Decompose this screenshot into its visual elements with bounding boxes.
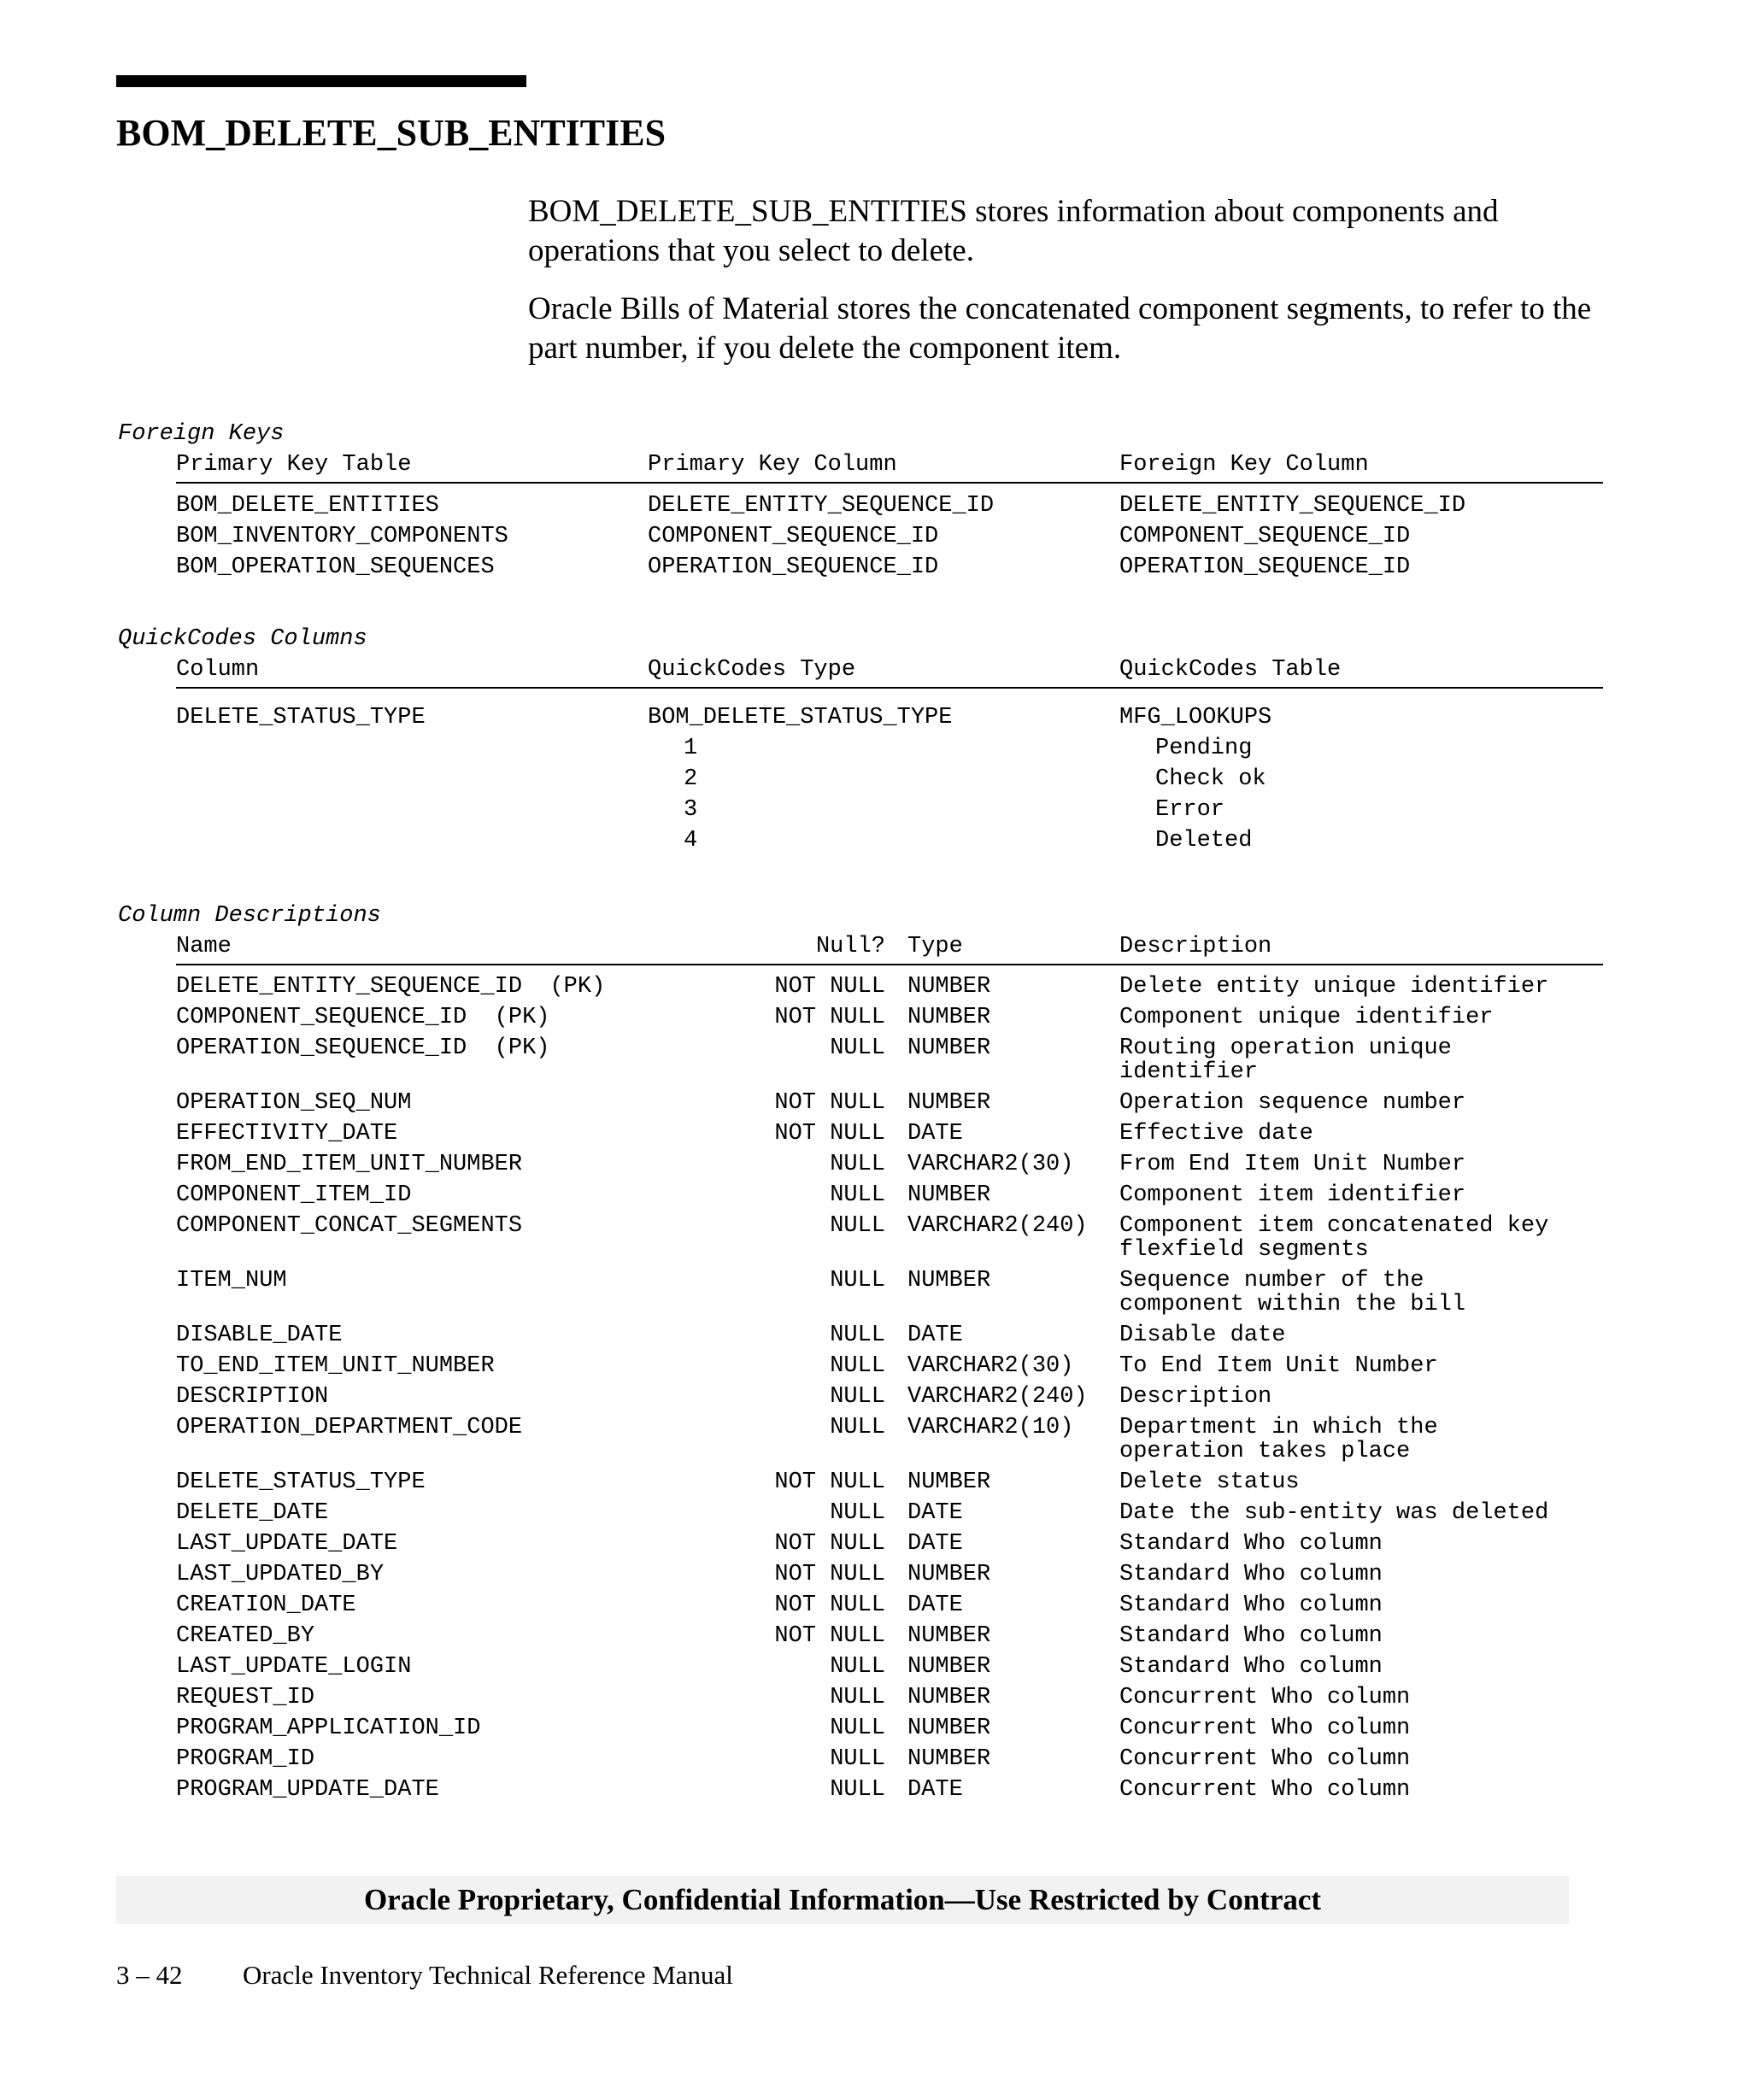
column-description: Delete status xyxy=(1119,1469,1300,1495)
column-name: CREATED_BY xyxy=(176,1623,315,1649)
column-descriptions-table xyxy=(176,971,1603,1805)
column-null: NOT NULL xyxy=(774,1005,885,1030)
intro-paragraph: Oracle Bills of Material stores the concatenated component segments, to refer to the part number, if you delete the component item. xyxy=(528,291,1592,366)
code-meaning: Deleted xyxy=(1155,828,1253,853)
column-description: Standard Who column xyxy=(1119,1654,1383,1680)
column-name: COMPONENT_ITEM_ID xyxy=(176,1182,412,1208)
header-null: Null? xyxy=(815,934,885,959)
table-row xyxy=(176,1149,1603,1180)
table-row xyxy=(176,971,1603,1002)
table-row xyxy=(176,1651,1603,1682)
column-description: Sequence number of the component within the bill xyxy=(1119,1268,1466,1317)
table-row xyxy=(176,1774,1603,1805)
column-type: DATE xyxy=(907,1777,963,1803)
header-name: Name xyxy=(176,934,232,959)
quickcodes-label: QuickCodes Columns xyxy=(118,626,367,652)
table-row xyxy=(176,490,1603,521)
confidential-notice: Oracle Proprietary, Confidential Information––Use Restricted by Contract xyxy=(116,1876,1569,1924)
column-type: NUMBER xyxy=(907,974,991,1000)
column-null: NULL xyxy=(830,1746,885,1772)
column-null: NULL xyxy=(830,1716,885,1741)
intro-paragraph: BOM_DELETE_SUB_ENTITIES stores information about components and operations that you select to delete. xyxy=(528,194,1499,268)
column-type: NUMBER xyxy=(907,1035,991,1061)
table-row xyxy=(176,1320,1603,1351)
intro-text xyxy=(528,192,1596,387)
table-row xyxy=(176,1211,1603,1265)
column-type: NUMBER xyxy=(907,1182,991,1208)
quickcode-type: BOM_DELETE_STATUS_TYPE xyxy=(648,705,953,730)
column-type: NUMBER xyxy=(907,1562,991,1587)
column-description: Concurrent Who column xyxy=(1119,1685,1411,1710)
column-name: LAST_UPDATE_DATE xyxy=(176,1531,398,1557)
column-description: Concurrent Who column xyxy=(1119,1716,1411,1741)
foreign-keys-label: Foreign Keys xyxy=(118,421,285,447)
column-description: From End Item Unit Number xyxy=(1119,1152,1466,1177)
header-description: Description xyxy=(1119,934,1272,959)
column-descriptions-header xyxy=(176,931,1603,965)
column-description: To End Item Unit Number xyxy=(1119,1353,1438,1379)
header-foreign-key-column: Foreign Key Column xyxy=(1119,452,1369,478)
pk-table: BOM_DELETE_ENTITIES xyxy=(176,493,439,519)
column-name: OPERATION_SEQ_NUM xyxy=(176,1090,412,1116)
header-quickcodes-table: QuickCodes Table xyxy=(1119,657,1342,683)
table-row xyxy=(176,1559,1603,1590)
column-name: PROGRAM_UPDATE_DATE xyxy=(176,1777,439,1803)
page-number: 3 – 42 xyxy=(116,1960,183,1990)
table-row xyxy=(176,1351,1603,1381)
column-description: Description xyxy=(1119,1384,1272,1410)
column-type: VARCHAR2(240) xyxy=(907,1384,1088,1410)
list-item xyxy=(176,825,1603,856)
list-item xyxy=(176,733,1603,764)
table-row xyxy=(176,1180,1603,1211)
fk-column: DELETE_ENTITY_SEQUENCE_ID xyxy=(1119,493,1466,519)
table-row xyxy=(176,1744,1603,1774)
column-description: Standard Who column xyxy=(1119,1593,1383,1618)
column-name: DESCRIPTION xyxy=(176,1384,329,1410)
top-rule xyxy=(116,75,526,87)
column-name: FROM_END_ITEM_UNIT_NUMBER xyxy=(176,1152,523,1177)
column-name: DELETE_STATUS_TYPE xyxy=(176,1469,426,1495)
table-row xyxy=(176,1621,1603,1651)
quickcodes-header xyxy=(176,654,1603,689)
header-primary-key-table: Primary Key Table xyxy=(176,452,412,478)
fk-column: OPERATION_SEQUENCE_ID xyxy=(1119,554,1411,580)
pk-table: BOM_OPERATION_SEQUENCES xyxy=(176,554,495,580)
column-name: TO_END_ITEM_UNIT_NUMBER xyxy=(176,1353,495,1379)
column-name: COMPONENT_SEQUENCE_ID (PK) xyxy=(176,1005,550,1030)
table-row xyxy=(176,552,1603,583)
column-null: NULL xyxy=(830,1182,885,1208)
pk-column: OPERATION_SEQUENCE_ID xyxy=(648,554,939,580)
header-quickcodes-type: QuickCodes Type xyxy=(648,657,856,683)
column-null: NULL xyxy=(830,1152,885,1177)
column-type: DATE xyxy=(907,1531,963,1557)
table-row xyxy=(176,1498,1603,1528)
column-description: Disable date xyxy=(1119,1323,1286,1348)
column-description: Standard Who column xyxy=(1119,1623,1383,1649)
table-row xyxy=(176,1265,1603,1320)
column-type: NUMBER xyxy=(907,1654,991,1680)
pk-table: BOM_INVENTORY_COMPONENTS xyxy=(176,524,508,549)
column-name: CREATION_DATE xyxy=(176,1593,356,1618)
column-description: Standard Who column xyxy=(1119,1531,1383,1557)
code-meaning: Error xyxy=(1155,797,1225,823)
table-row xyxy=(176,1002,1603,1033)
column-name: COMPONENT_CONCAT_SEGMENTS xyxy=(176,1213,523,1239)
column-type: NUMBER xyxy=(907,1716,991,1741)
column-description: Effective date xyxy=(1119,1121,1313,1147)
column-type: NUMBER xyxy=(907,1623,991,1649)
column-null: NOT NULL xyxy=(774,1121,885,1147)
quickcodes-table xyxy=(176,702,1603,856)
column-null: NOT NULL xyxy=(774,1469,885,1495)
fk-column: COMPONENT_SEQUENCE_ID xyxy=(1119,524,1411,549)
table-row xyxy=(176,1033,1603,1088)
column-null: NULL xyxy=(830,1323,885,1348)
column-type: VARCHAR2(30) xyxy=(907,1353,1074,1379)
column-name: PROGRAM_APPLICATION_ID xyxy=(176,1716,481,1741)
foreign-keys-header xyxy=(176,449,1603,484)
table-row xyxy=(176,1528,1603,1559)
quickcode-column: DELETE_STATUS_TYPE xyxy=(176,705,426,730)
column-type: NUMBER xyxy=(907,1005,991,1030)
page-footer xyxy=(116,1958,733,1992)
header-type: Type xyxy=(907,934,963,959)
column-null: NULL xyxy=(830,1415,885,1440)
column-name: DELETE_ENTITY_SEQUENCE_ID (PK) xyxy=(176,974,606,1000)
column-null: NOT NULL xyxy=(774,1531,885,1557)
table-row xyxy=(176,1118,1603,1149)
table-row xyxy=(176,521,1603,552)
pk-column: DELETE_ENTITY_SEQUENCE_ID xyxy=(648,493,995,519)
column-name: LAST_UPDATED_BY xyxy=(176,1562,385,1587)
column-name: LAST_UPDATE_LOGIN xyxy=(176,1654,412,1680)
code-meaning: Check ok xyxy=(1155,766,1266,792)
code-meaning: Pending xyxy=(1155,736,1253,761)
table-row xyxy=(176,1088,1603,1118)
column-name: OPERATION_SEQUENCE_ID (PK) xyxy=(176,1035,550,1061)
table-row xyxy=(176,702,1603,733)
column-type: DATE xyxy=(907,1593,963,1618)
column-type: DATE xyxy=(907,1323,963,1348)
column-description: Concurrent Who column xyxy=(1119,1777,1411,1803)
column-description: Component item concatenated key flexfield segments xyxy=(1119,1213,1549,1263)
column-null: NULL xyxy=(830,1035,885,1061)
column-name: DISABLE_DATE xyxy=(176,1323,343,1348)
column-description: Standard Who column xyxy=(1119,1562,1383,1587)
column-null: NULL xyxy=(830,1500,885,1526)
header-primary-key-column: Primary Key Column xyxy=(648,452,897,478)
column-null: NULL xyxy=(830,1213,885,1239)
column-type: NUMBER xyxy=(907,1090,991,1116)
column-null: NULL xyxy=(830,1654,885,1680)
column-description: Operation sequence number xyxy=(1119,1090,1466,1116)
column-null: NOT NULL xyxy=(774,974,885,1000)
table-row xyxy=(176,1381,1603,1412)
pk-column: COMPONENT_SEQUENCE_ID xyxy=(648,524,939,549)
column-name: ITEM_NUM xyxy=(176,1268,287,1293)
column-type: DATE xyxy=(907,1500,963,1526)
column-type: DATE xyxy=(907,1121,963,1147)
column-type: VARCHAR2(10) xyxy=(907,1415,1074,1440)
column-null: NOT NULL xyxy=(774,1593,885,1618)
column-null: NULL xyxy=(830,1685,885,1710)
header-column: Column xyxy=(176,657,260,683)
column-null: NOT NULL xyxy=(774,1562,885,1587)
column-name: PROGRAM_ID xyxy=(176,1746,315,1772)
column-type: NUMBER xyxy=(907,1746,991,1772)
code-value: 2 xyxy=(684,766,698,792)
column-name: EFFECTIVITY_DATE xyxy=(176,1121,398,1147)
table-row xyxy=(176,1590,1603,1621)
page-title: BOM_DELETE_SUB_ENTITIES xyxy=(116,112,667,154)
list-item xyxy=(176,795,1603,825)
column-type: NUMBER xyxy=(907,1685,991,1710)
quickcode-table: MFG_LOOKUPS xyxy=(1119,705,1272,730)
column-type: VARCHAR2(240) xyxy=(907,1213,1088,1239)
column-description: Routing operation unique identifier xyxy=(1119,1035,1452,1085)
list-item xyxy=(176,764,1603,795)
column-null: NOT NULL xyxy=(774,1623,885,1649)
table-row xyxy=(176,1412,1603,1467)
manual-title: Oracle Inventory Technical Reference Manual xyxy=(243,1960,733,1990)
code-value: 3 xyxy=(684,797,698,823)
table-row xyxy=(176,1713,1603,1744)
column-type: VARCHAR2(30) xyxy=(907,1152,1074,1177)
column-null: NULL xyxy=(830,1384,885,1410)
column-null: NULL xyxy=(830,1777,885,1803)
column-descriptions-label: Column Descriptions xyxy=(118,903,381,929)
table-row xyxy=(176,1467,1603,1498)
column-description: Component unique identifier xyxy=(1119,1005,1494,1030)
column-description: Concurrent Who column xyxy=(1119,1746,1411,1772)
column-description: Delete entity unique identifier xyxy=(1119,974,1549,1000)
column-description: Component item identifier xyxy=(1119,1182,1466,1208)
column-description: Department in which the operation takes place xyxy=(1119,1415,1438,1464)
table-row xyxy=(176,1682,1603,1713)
column-type: NUMBER xyxy=(907,1268,991,1293)
column-null: NULL xyxy=(830,1268,885,1293)
code-value: 4 xyxy=(684,828,698,853)
column-null: NOT NULL xyxy=(774,1090,885,1116)
foreign-keys-table xyxy=(176,490,1603,583)
column-name: REQUEST_ID xyxy=(176,1685,315,1710)
code-value: 1 xyxy=(684,736,698,761)
column-null: NULL xyxy=(830,1353,885,1379)
column-name: DELETE_DATE xyxy=(176,1500,329,1526)
column-type: NUMBER xyxy=(907,1469,991,1495)
column-name: OPERATION_DEPARTMENT_CODE xyxy=(176,1415,523,1440)
column-description: Date the sub-entity was deleted xyxy=(1119,1500,1549,1526)
